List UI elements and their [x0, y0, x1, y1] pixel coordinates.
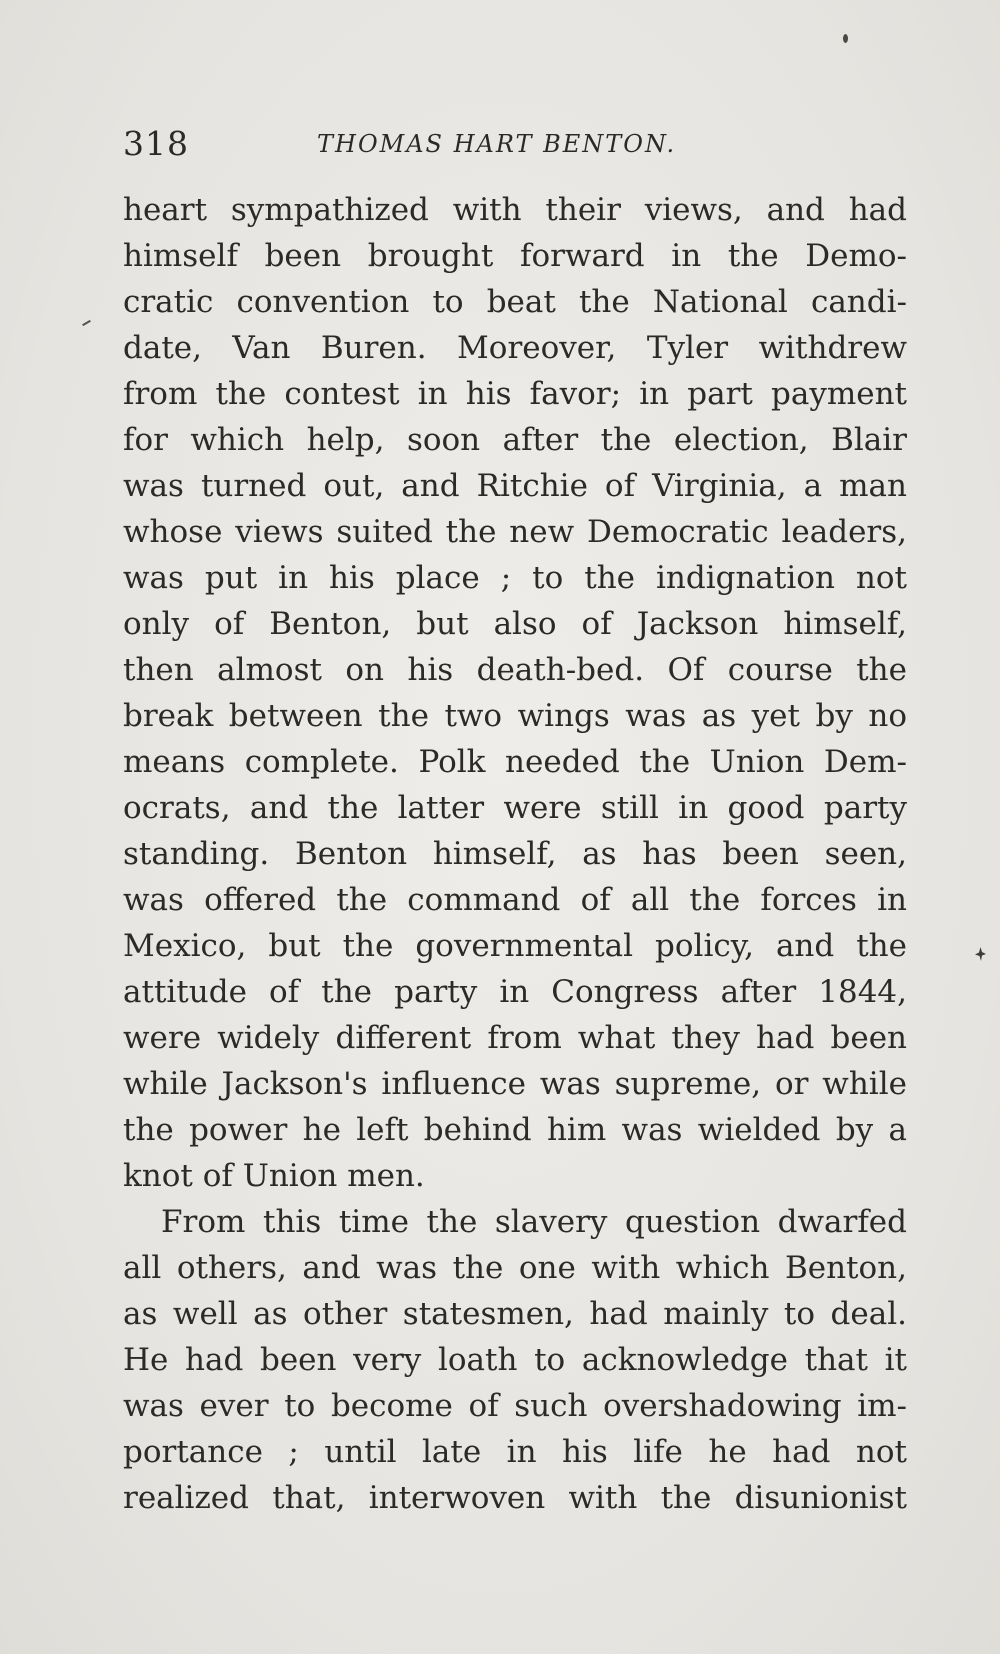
text-line: means complete. Polk needed the Union Dem-	[123, 744, 907, 780]
text-line: was turned out, and Ritchie of Virginia, a man	[123, 468, 907, 504]
text-line: was offered the command of all the forces in	[123, 882, 907, 918]
text-line: from the contest in his favor; in part payment	[123, 376, 907, 412]
text-line: portance ; until late in his life he had not	[123, 1434, 907, 1470]
text-line: He had been very loath to acknowledge that it	[123, 1342, 907, 1378]
text-line: then almost on his death-bed. Of course the	[123, 652, 907, 688]
page-header	[123, 124, 907, 164]
text-line: break between the two wings was as yet by no	[123, 698, 907, 734]
text-line: the power he left behind him was wielded by a	[123, 1112, 907, 1148]
text-line: date, Van Buren. Moreover, Tyler withdrew	[123, 330, 907, 366]
text-line: cratic convention to beat the National candi-	[123, 284, 907, 320]
ink-blot-mark	[975, 947, 986, 961]
running-head: THOMAS HART BENTON.	[317, 130, 677, 158]
page-number: 318	[123, 124, 189, 163]
text-line: as well as other statesmen, had mainly to deal.	[123, 1296, 907, 1332]
text-line: all others, and was the one with which Benton,	[123, 1250, 907, 1286]
text-line: while Jackson's influence was supreme, or while	[123, 1066, 907, 1102]
text-line: attitude of the party in Congress after 1844,	[123, 974, 907, 1010]
text-line: only of Benton, but also of Jackson himself,	[123, 606, 907, 642]
text-line: realized that, interwoven with the disunionist	[123, 1480, 907, 1516]
text-line: was put in his place ; to the indignation not	[123, 560, 907, 596]
paragraph-end-line: knot of Union men.	[123, 1158, 425, 1194]
text-line: standing. Benton himself, as has been seen,	[123, 836, 907, 872]
text-line: ocrats, and the latter were still in good party	[123, 790, 907, 826]
text-line: himself been brought forward in the Demo-	[123, 238, 907, 274]
body-text	[123, 187, 907, 1521]
text-line: for which help, soon after the election, Blair	[123, 422, 907, 458]
text-line: Mexico, but the governmental policy, and the	[123, 928, 907, 964]
text-line: was ever to become of such overshadowing im-	[123, 1388, 907, 1424]
paragraph-start-line: From this time the slavery question dwarfed	[161, 1204, 907, 1240]
ink-speck-mark	[843, 34, 848, 43]
text-line: whose views suited the new Democratic leaders,	[123, 514, 907, 550]
pencil-tick-mark	[82, 320, 91, 326]
text-line: were widely different from what they had been	[123, 1020, 907, 1056]
text-line: heart sympathized with their views, and had	[123, 192, 907, 228]
